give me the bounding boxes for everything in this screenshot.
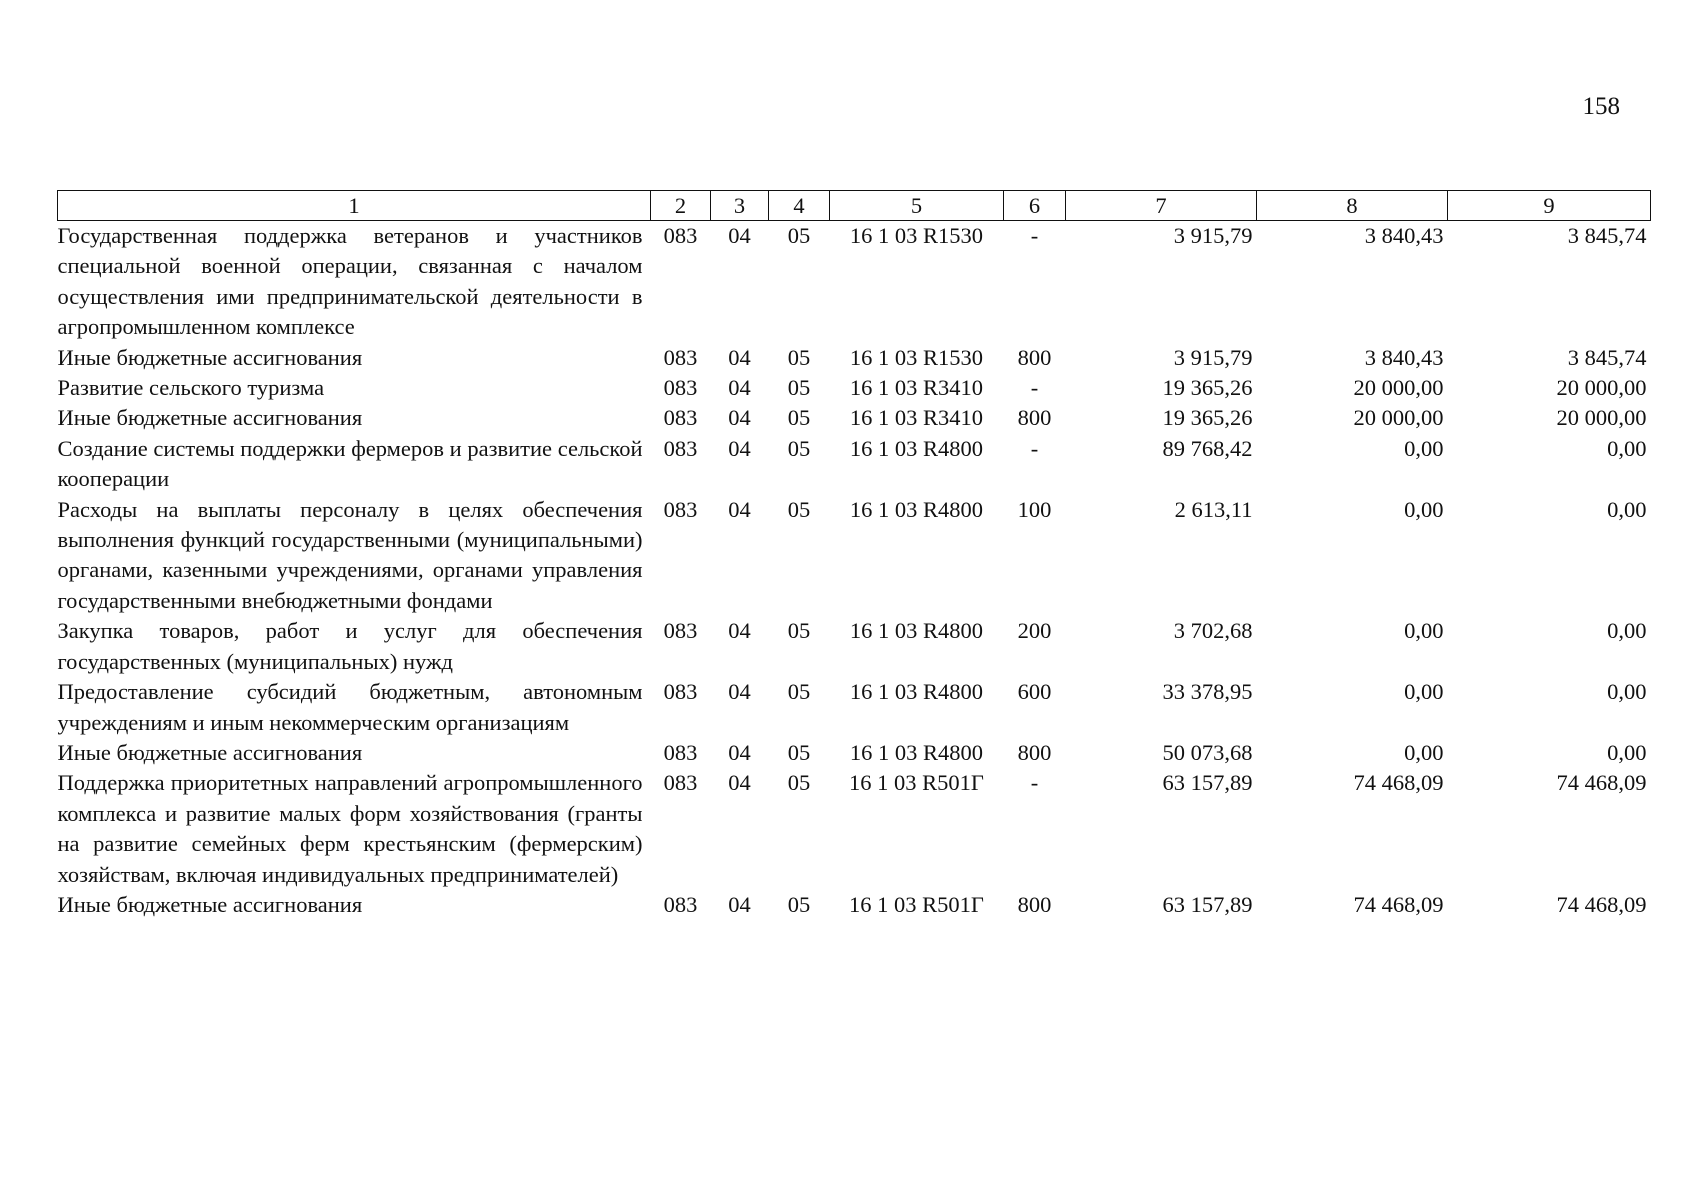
column-header-6: 6 [1004,191,1066,221]
amount-col-7: 63 157,89 [1162,770,1253,796]
subsection-code: 05 [787,679,811,705]
line-item-name-text: Расходы на выплаты персоналу в целях обеспечения выполнения функций государственными (муниципальными) органами, казенными учреждениями, органами управления государственными внебюджетными фондами [57,496,643,613]
line-item-name [58,343,651,373]
expense-type-code: 600 [1017,679,1052,705]
line-item-name-text: Закупка товаров, работ и услуг для обеспечения государственных (муниципальных) нужд [57,618,643,674]
expense-type-code: 800 [1017,739,1052,765]
expense-type-code: - [1030,223,1039,248]
amount-col-7: 50 073,68 [1162,739,1253,765]
expense-type-code: 200 [1017,618,1052,644]
target-article-code: 16 1 03 R4800 [849,739,984,765]
line-item-name [58,221,651,343]
table-row [58,373,1651,403]
amount-col-9: 3 845,74 [1567,344,1647,370]
column-header-8: 8 [1257,191,1448,221]
table-row [58,495,1651,617]
amount-col-9: 0,00 [1607,739,1647,765]
line-item-name-text: Иные бюджетные ассигнования [57,891,363,917]
section-code: 04 [728,375,751,401]
column-header-1: 1 [58,191,651,221]
target-article-code: 16 1 03 R1530 [849,344,984,370]
section-code: 04 [728,344,751,370]
amount-col-8: 74 468,09 [1353,770,1444,796]
table-row [58,221,1651,343]
ministry-code: 083 [663,739,698,765]
subsection-code: 05 [787,375,811,401]
page-number: 158 [1582,93,1620,120]
amount-col-9: 0,00 [1607,496,1647,522]
amount-col-9: 74 468,09 [1556,891,1647,917]
amount-col-9: 0,00 [1607,618,1647,644]
target-article-code: 16 1 03 R4800 [849,496,984,522]
line-item-name [58,768,651,890]
amount-col-7: 89 768,42 [1162,435,1253,461]
column-header-4: 4 [769,191,830,221]
section-code: 04 [728,739,751,765]
expense-type-code: 100 [1017,496,1052,522]
ministry-code: 083 [663,618,698,644]
column-header-2: 2 [651,191,711,221]
target-article-code: 16 1 03 R501Г [849,770,984,796]
column-header-7: 7 [1066,191,1257,221]
expense-type-code: - [1030,375,1039,401]
line-item-name [58,403,651,433]
line-item-name [58,434,651,495]
ministry-code: 083 [663,891,698,917]
amount-col-7: 3 915,79 [1173,223,1253,248]
target-article-code: 16 1 03 R4800 [849,618,984,644]
amount-col-8: 74 468,09 [1353,891,1444,917]
line-item-name-text: Государственная поддержка ветеранов и участников специальной военной операции, связанная с началом осуществления ими предпринимательской деятельности в агропромышленном комплексе [57,223,643,340]
amount-col-9: 3 845,74 [1567,223,1647,248]
target-article-code: 16 1 03 R4800 [849,435,984,461]
amount-col-9: 74 468,09 [1556,770,1647,796]
amount-col-8: 3 840,43 [1364,344,1444,370]
amount-col-7: 63 157,89 [1162,891,1253,917]
target-article-code: 16 1 03 R501Г [849,891,984,917]
line-item-name-text: Создание системы поддержки фермеров и развитие сельской кооперации [57,435,643,492]
amount-col-9: 0,00 [1607,679,1647,705]
section-code: 04 [728,405,751,431]
target-article-code: 16 1 03 R3410 [849,375,984,401]
section-code: 04 [728,618,751,644]
section-code: 04 [728,435,751,461]
target-article-code: 16 1 03 R4800 [849,679,984,705]
column-header-3: 3 [711,191,769,221]
section-code: 04 [728,496,751,522]
section-code: 04 [728,891,751,917]
amount-col-8: 20 000,00 [1353,375,1444,401]
budget-table [57,190,1651,920]
table-row [58,403,1651,433]
line-item-name-text: Поддержка приоритетных направлений агропромышленного комплекса и развитие малых форм хозяйствования (гранты на развитие семейных ферм крестьянским (фермерским) хозяйствам, включая индивидуальных предпринимателей) [57,770,643,887]
amount-col-7: 3 915,79 [1173,344,1253,370]
table-row [58,738,1651,768]
amount-col-9: 20 000,00 [1556,375,1647,401]
ministry-code: 083 [663,435,698,461]
subsection-code: 05 [787,223,811,248]
subsection-code: 05 [787,770,811,796]
table-row [58,616,1651,677]
line-item-name [58,890,651,920]
line-item-name-text: Предоставление субсидий бюджетным, автономным учреждениям и иным некоммерческим организациям [57,679,643,735]
amount-col-7: 19 365,26 [1162,405,1253,431]
subsection-code: 05 [787,618,811,644]
amount-col-7: 33 378,95 [1162,679,1253,705]
ministry-code: 083 [663,496,698,522]
expense-type-code: 800 [1017,891,1052,917]
amount-col-8: 0,00 [1404,739,1444,765]
table-body [58,221,1651,921]
line-item-name-text: Иные бюджетные ассигнования [57,405,363,431]
subsection-code: 05 [787,344,811,370]
line-item-name [58,616,651,677]
line-item-name [58,373,651,403]
target-article-code: 16 1 03 R1530 [849,223,984,248]
section-code: 04 [728,223,751,248]
section-code: 04 [728,770,751,796]
expense-type-code: 800 [1017,405,1052,431]
amount-col-9: 20 000,00 [1556,405,1647,431]
table-row [58,343,1651,373]
ministry-code: 083 [663,679,698,705]
table-row [58,434,1651,495]
table-row [58,768,1651,890]
column-header-9: 9 [1448,191,1651,221]
column-header-5: 5 [830,191,1004,221]
subsection-code: 05 [787,496,811,522]
section-code: 04 [728,679,751,705]
ministry-code: 083 [663,770,698,796]
amount-col-8: 0,00 [1404,496,1444,522]
subsection-code: 05 [787,435,811,461]
amount-col-8: 0,00 [1404,618,1444,644]
subsection-code: 05 [787,739,811,765]
ministry-code: 083 [663,223,698,248]
subsection-code: 05 [787,405,811,431]
line-item-name-text: Иные бюджетные ассигнования [57,344,363,370]
amount-col-7: 3 702,68 [1173,618,1253,644]
ministry-code: 083 [663,344,698,370]
amount-col-9: 0,00 [1607,435,1647,461]
line-item-name [58,738,651,768]
amount-col-7: 19 365,26 [1162,375,1253,401]
amount-col-8: 20 000,00 [1353,405,1444,431]
line-item-name-text: Иные бюджетные ассигнования [57,739,363,765]
ministry-code: 083 [663,375,698,401]
table-row [58,677,1651,738]
amount-col-8: 0,00 [1404,679,1444,705]
target-article-code: 16 1 03 R3410 [849,405,984,431]
expense-type-code: - [1030,435,1039,461]
amount-col-7: 2 613,11 [1174,496,1253,522]
table-row [58,890,1651,920]
line-item-name-text: Развитие сельского туризма [57,375,325,401]
line-item-name [58,677,651,738]
amount-col-8: 3 840,43 [1364,223,1444,248]
expense-type-code: - [1030,770,1039,796]
ministry-code: 083 [663,405,698,431]
expense-type-code: 800 [1017,344,1052,370]
subsection-code: 05 [787,891,811,917]
header-row [58,191,1651,221]
amount-col-8: 0,00 [1404,435,1444,461]
line-item-name [58,495,651,617]
